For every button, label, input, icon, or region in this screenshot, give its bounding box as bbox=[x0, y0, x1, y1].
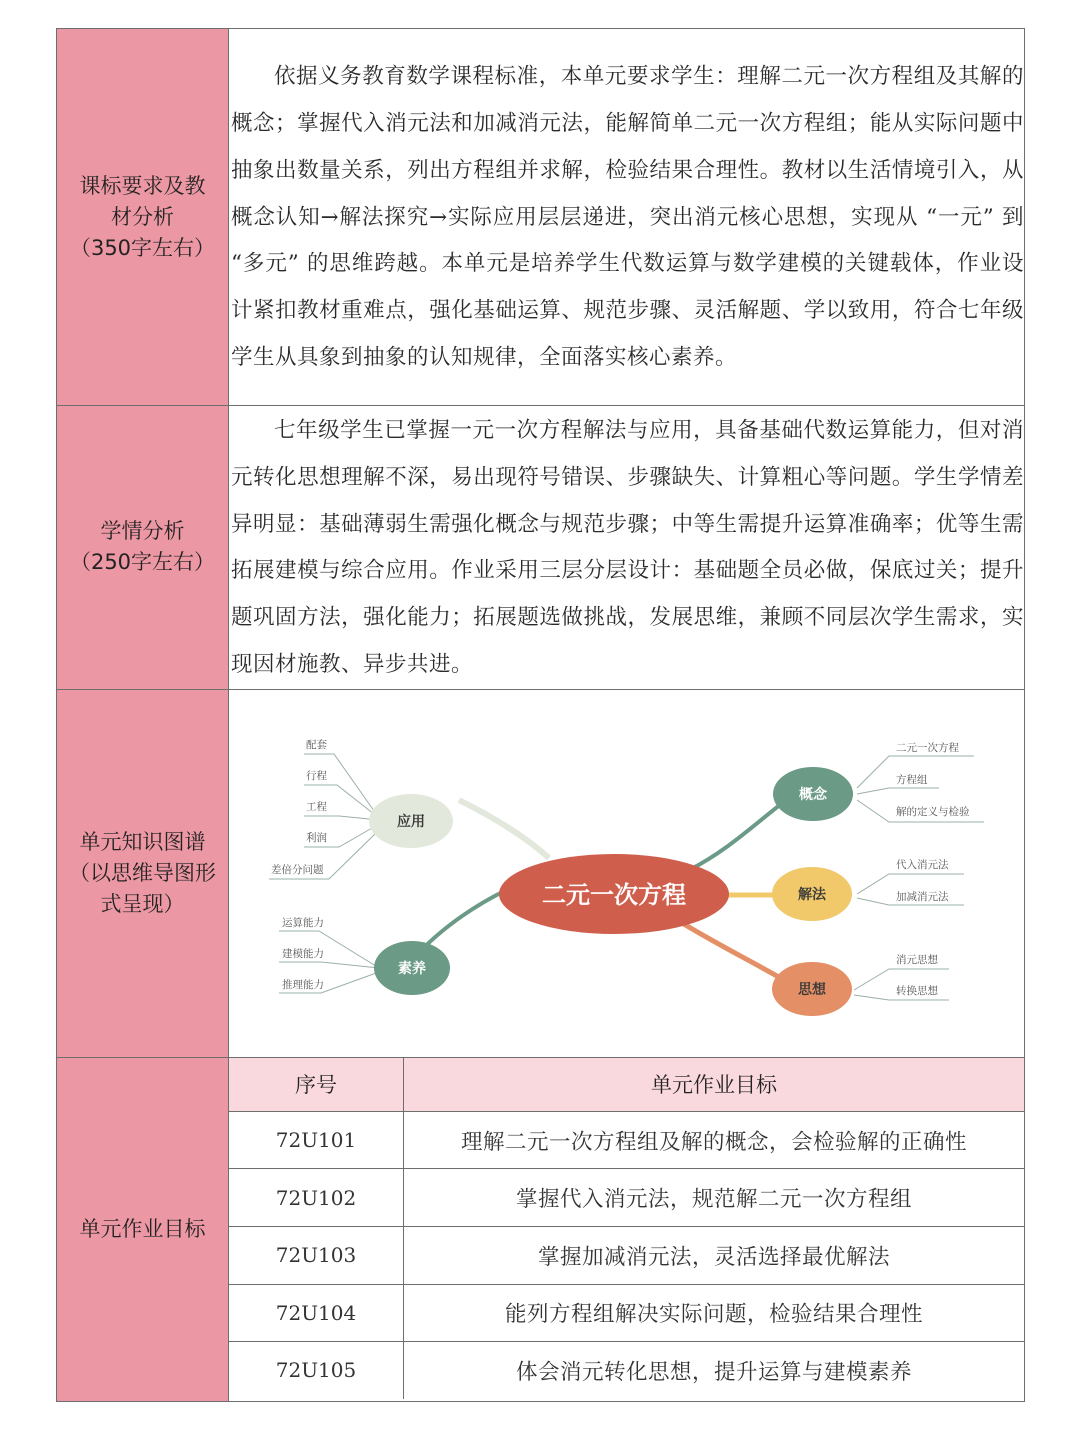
leaf-idea-0: 消元思想 bbox=[896, 954, 938, 967]
goal-id: 72U105 bbox=[229, 1342, 404, 1399]
mind-map bbox=[229, 690, 1023, 1056]
leaf-literacy-2: 推理能力 bbox=[282, 979, 324, 992]
table-row bbox=[229, 1284, 1024, 1342]
curriculum-label: 课标要求及教 材分析 （350字左右） bbox=[57, 29, 229, 406]
leaf-literacy-1: 建模能力 bbox=[282, 948, 324, 961]
goals-table bbox=[229, 1058, 1024, 1399]
leaf-apply-0: 配套 bbox=[306, 739, 327, 752]
leaf-method-1: 加减消元法 bbox=[896, 891, 949, 904]
learner-row bbox=[57, 406, 1025, 690]
curriculum-row bbox=[57, 29, 1025, 406]
node-literacy: 素养 bbox=[398, 961, 426, 978]
unit-design-table bbox=[56, 28, 1025, 1402]
literacy-leaves bbox=[282, 916, 324, 991]
center-node: 二元一次方程 bbox=[542, 881, 686, 910]
table-row bbox=[229, 1169, 1024, 1227]
table-row bbox=[229, 1226, 1024, 1284]
leaf-method-0: 代入消元法 bbox=[896, 859, 949, 872]
header-goal: 单元作业目标 bbox=[404, 1058, 1025, 1112]
goal-id: 72U102 bbox=[229, 1169, 404, 1227]
concept-leaves bbox=[896, 741, 970, 818]
idea-leaves bbox=[896, 953, 938, 997]
goal-text: 掌握代入消元法，规范解二元一次方程组 bbox=[404, 1169, 1025, 1227]
knowledge-map-label: 单元知识图谱 （以思维导图形 式呈现） bbox=[57, 689, 229, 1057]
curriculum-text-cell bbox=[229, 29, 1025, 406]
leaf-concept-0: 二元一次方程 bbox=[896, 742, 959, 755]
branch-apply bbox=[459, 800, 549, 858]
goal-id: 72U103 bbox=[229, 1226, 404, 1284]
node-idea: 思想 bbox=[798, 982, 826, 999]
goals-row bbox=[57, 1057, 1025, 1401]
goal-text: 体会消元转化思想，提升运算与建模素养 bbox=[515, 1359, 912, 1385]
leaf-concept-1: 方程组 bbox=[896, 774, 928, 787]
curriculum-text: 依据义务教育数学课程标准，本单元要求学生：理解二元一次方程组及其解的概念；掌握代入消元法和加减消元法，能解简单二元一次方程组；能从实际问题中抽象出数量关系，列出方程组并求解，检验结果合理性。教材以生活情境引入，从概念认知→解法探究→实际应用层层递进，突出消元核心思想，实现从 “一元” 到 “多元” 的思维跨越。本单元是培养学生代数运算与数学建模的关键载体，作业设计紧扣教材重难点，强化基础运算、规范步骤、灵活解题、学以致用，符合七年级学生从具象到抽象的认知规律，全面落实核心素养。 bbox=[231, 64, 1024, 370]
method-leaves bbox=[896, 858, 949, 903]
knowledge-map-row bbox=[57, 689, 1025, 1057]
goal-id: 72U104 bbox=[229, 1284, 404, 1342]
header-id: 序号 bbox=[229, 1058, 404, 1112]
mind-map-cell bbox=[229, 689, 1025, 1057]
leaf-idea-1: 转换思想 bbox=[896, 985, 938, 998]
leaf-apply-4: 差倍分问题 bbox=[271, 864, 324, 877]
goals-cell bbox=[229, 1057, 1025, 1401]
goals-header-row bbox=[229, 1058, 1024, 1112]
goals-label: 单元作业目标 bbox=[57, 1057, 229, 1401]
leaf-literacy-0: 运算能力 bbox=[282, 917, 324, 930]
leaf-apply-1: 行程 bbox=[306, 770, 327, 783]
node-method: 解法 bbox=[798, 887, 826, 904]
learner-text: 七年级学生已掌握一元一次方程解法与应用，具备基础代数运算能力，但对消元转化思想理解不深，易出现符号错误、步骤缺失、计算粗心等问题。学生学情差异明显：基础薄弱生需强化概念与规范步骤；中等生需提升运算准确率；优等生需拓展建模与综合应用。作业采用三层分层设计：基础题全员必做，保底过关；提升题巩固方法，强化能力；拓展题选做挑战，发展思维，兼顾不同层次学生需求，实现因材施教、异步共进。 bbox=[231, 418, 1024, 677]
table-row bbox=[229, 1111, 1024, 1169]
goal-text: 掌握加减消元法，灵活选择最优解法 bbox=[404, 1226, 1025, 1284]
node-apply: 应用 bbox=[397, 814, 425, 831]
apply-leaves bbox=[271, 738, 327, 876]
learner-text-cell bbox=[229, 406, 1025, 690]
branch-idea bbox=[674, 918, 784, 980]
goal-text: 能列方程组解决实际问题，检验结果合理性 bbox=[404, 1284, 1025, 1342]
learner-label: 学情分析 （250字左右） bbox=[57, 406, 229, 690]
goal-text: 理解二元一次方程组及解的概念，会检验解的正确性 bbox=[404, 1111, 1025, 1169]
leaf-apply-2: 工程 bbox=[306, 801, 327, 814]
leaf-apply-3: 利润 bbox=[306, 832, 327, 845]
goal-id: 72U101 bbox=[229, 1111, 404, 1169]
leaf-concept-2: 解的定义与检验 bbox=[896, 806, 970, 819]
branch-concept bbox=[689, 798, 789, 870]
table-row bbox=[229, 1342, 1024, 1399]
node-concept: 概念 bbox=[799, 787, 827, 804]
